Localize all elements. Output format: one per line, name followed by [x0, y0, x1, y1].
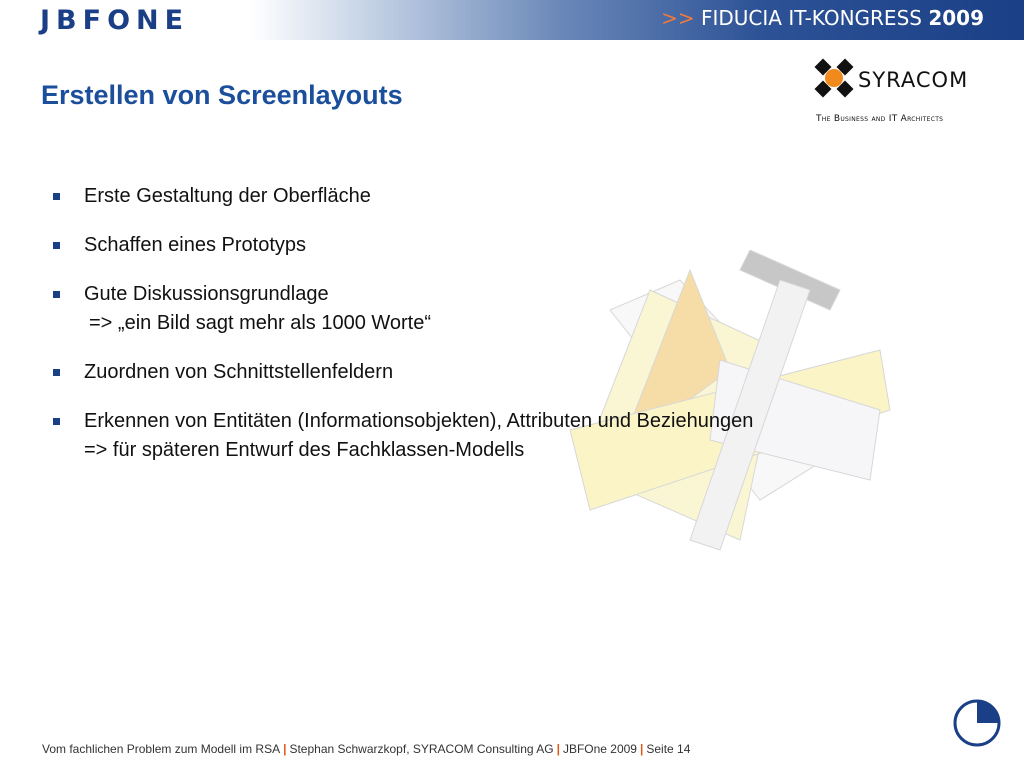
- bullet-marker: [53, 193, 60, 200]
- jbfone-logo-text: JBFONE: [40, 4, 190, 36]
- bullet-text: Zuordnen von Schnittstellenfeldern: [84, 361, 394, 383]
- footer-separator: |: [283, 742, 287, 756]
- bullet-marker: [53, 242, 60, 249]
- page-title: Erstellen von Screenlayouts: [41, 80, 403, 110]
- footer-page-number: Seite 14: [646, 742, 691, 756]
- bullet-subtext: => „ein Bild sagt mehr als 1000 Worte“: [89, 312, 432, 334]
- bullet-marker: [53, 418, 60, 425]
- bullet-marker: [53, 369, 60, 376]
- syracom-mark-icon: [814, 58, 854, 98]
- event-arrows: >>: [661, 6, 695, 30]
- bullet-text: Erste Gestaltung der Oberfläche: [84, 185, 371, 207]
- event-year: 2009: [928, 6, 984, 30]
- header-banner: [0, 0, 1024, 40]
- bullet-text: Gute Diskussionsgrundlage: [84, 283, 329, 305]
- footer-separator: |: [556, 742, 560, 756]
- bullet-item: [52, 182, 932, 211]
- bullet-marker: [53, 291, 60, 298]
- bullet-subtext: => für späteren Entwurf des Fachklassen-Modells: [84, 439, 525, 461]
- jbfone-logo: [40, 4, 189, 36]
- event-title: [661, 6, 984, 30]
- syracom-logo: [814, 56, 984, 130]
- bullet-item: [52, 280, 932, 338]
- footer-event: JBFOne 2009: [562, 742, 637, 756]
- bullet-list: [52, 182, 932, 485]
- bullet-item: [52, 358, 932, 387]
- progress-wedge: [977, 701, 999, 723]
- footer-talk-title: Vom fachlichen Problem zum Modell im RSA: [42, 742, 281, 756]
- footer-separator: |: [639, 742, 644, 756]
- bullet-item: [52, 231, 932, 260]
- progress-pie-icon: [952, 698, 1002, 748]
- syracom-tagline: The Business and IT Architects: [816, 114, 944, 124]
- event-name: FIDUCIA IT-KONGRESS: [700, 6, 922, 30]
- syracom-name: SYRACOM: [858, 68, 969, 92]
- footer: [42, 742, 690, 756]
- bullet-text: Schaffen eines Prototyps: [84, 234, 306, 256]
- bullet-item: [52, 407, 932, 465]
- footer-speaker: Stephan Schwarzkopf, SYRACOM Consulting AG: [289, 742, 554, 756]
- bullet-text: Erkennen von Entitäten (Informationsobjekten), Attributen und Beziehungen: [84, 410, 754, 432]
